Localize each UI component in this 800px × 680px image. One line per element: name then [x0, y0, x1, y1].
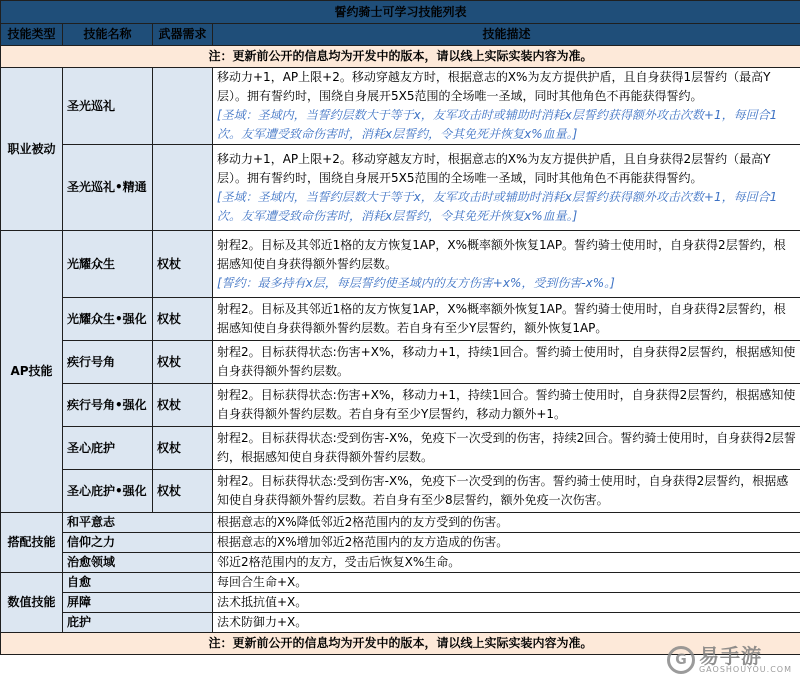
skill-desc: 法术抵抗值+X。 — [213, 593, 800, 613]
skill-name: 治愈领域 — [63, 553, 213, 573]
header-type: 技能类型 — [1, 24, 63, 46]
skill-name: 屏障 — [63, 593, 213, 613]
skill-desc-cell — [213, 341, 800, 384]
skill-desc-cell — [213, 231, 800, 298]
weapon-cell: 权杖 — [153, 427, 213, 470]
watermark-logo — [667, 646, 792, 674]
skill-extra: [圣域：圣域内，当誓约层数大于等于x，友军攻击时或辅助时消耗x层誓约获得额外攻击次数+1，每回合1次。友军遭受致命伤害时，消耗x层誓约，令其免死并恢复x%血量。] — [217, 108, 778, 141]
weapon-cell: 权杖 — [153, 341, 213, 384]
skill-desc: 射程2。目标获得状态:伤害+X%，移动力+1，持续1回合。誓约骑士使用时，自身获得2层誓约，根据感知使自身获得额外誓约层数。若自身有至少Y层誓约，移动力额外+1。 — [217, 388, 796, 421]
skill-name: 自愈 — [63, 573, 213, 593]
table-row — [1, 613, 800, 633]
skill-desc-cell — [213, 68, 800, 145]
note-row-top — [1, 46, 800, 68]
weapon-cell: 权杖 — [153, 231, 213, 298]
skill-desc: 邻近2格范围内的友方，受击后恢复X%生命。 — [213, 553, 800, 573]
skill-extra: [誓约：最多持有x层，每层誓约使圣域内的友方伤害+x%，受到伤害-x%。] — [217, 275, 615, 290]
table-row — [1, 341, 800, 384]
skill-name: 圣心庇护 — [63, 427, 153, 470]
category-cell: 搭配技能 — [1, 513, 63, 573]
table-row — [1, 513, 800, 533]
table-row — [1, 231, 800, 298]
header-weapon: 武器需求 — [153, 24, 213, 46]
skill-name: 光耀众生 — [63, 231, 153, 298]
skill-name: 圣心庇护•强化 — [63, 470, 153, 513]
table-row — [1, 533, 800, 553]
category-cell: AP技能 — [1, 231, 63, 513]
skill-desc: 射程2。目标及其邻近1格的友方恢复1AP，X%概率额外恢复1AP。誓约骑士使用时，自身获得2层誓约，根据感知使自身获得额外誓约层数。 — [217, 237, 786, 271]
category-cell: 职业被动 — [1, 68, 63, 231]
skill-desc: 射程2。目标获得状态:受到伤害-X%，免疫下一次受到的伤害。誓约骑士使用时，自身获得2层誓约，根据感知使自身获得额外誓约层数。若自身有至少8层誓约，额外免疫一次伤害。 — [217, 474, 789, 507]
table-row — [1, 145, 800, 231]
table-row — [1, 298, 800, 341]
skill-desc: 移动力+1，AP上限+2。移动穿越友方时，根据意志的X%为友方提供护盾，且自身获得1层誓约（最高Y层）。拥有誓约时，围绕自身展开5X5范围的全场唯一圣域，同时其他角色不再能获得誓约。 — [217, 70, 771, 103]
header-desc: 技能描述 — [213, 24, 800, 46]
weapon-cell: 权杖 — [153, 470, 213, 513]
page-title: 誓约骑士可学习技能列表 — [1, 1, 800, 24]
table-row — [1, 593, 800, 613]
skill-name: 和平意志 — [63, 513, 213, 533]
skill-desc-cell — [213, 470, 800, 513]
table-row — [1, 68, 800, 145]
skill-desc-cell — [213, 145, 800, 231]
table-row — [1, 573, 800, 593]
skill-desc: 法术防御力+X。 — [213, 613, 800, 633]
skill-desc: 移动力+1，AP上限+2。移动穿越友方时，根据意志的X%为友方提供护盾，且自身获得2层誓约（最高Y层）。拥有誓约时，围绕自身展开5X5范围的全场唯一圣域，同时其他角色不再能获得誓约。 — [217, 151, 771, 185]
skill-desc: 射程2。目标及其邻近1格的友方恢复1AP，X%概率额外恢复1AP。誓约骑士使用时，自身获得2层誓约，根据感知使自身获得额外誓约层数。若自身有至少Y层誓约，额外恢复1AP。 — [217, 302, 786, 335]
weapon-cell — [153, 145, 213, 231]
skill-name: 疾行号角 — [63, 341, 153, 384]
weapon-cell: 权杖 — [153, 384, 213, 427]
skill-desc: 根据意志的X%降低邻近2格范围内的友方受到的伤害。 — [213, 513, 800, 533]
skill-desc-cell — [213, 298, 800, 341]
category-cell: 数值技能 — [1, 573, 63, 633]
skill-desc-cell — [213, 384, 800, 427]
table-row — [1, 470, 800, 513]
logo-g-icon: G — [667, 646, 695, 674]
skill-desc: 射程2。目标获得状态:受到伤害-X%，免疫下一次受到的伤害，持续2回合。誓约骑士使用时，自身获得2层誓约，根据感知使自身获得额外誓约层数。 — [217, 431, 796, 464]
watermark-en: GAOSHOUYOU.COM — [698, 665, 792, 674]
skill-name: 庇护 — [63, 613, 213, 633]
skill-name: 圣光巡礼•精通 — [63, 145, 153, 231]
skill-extra: [圣域：圣域内，当誓约层数大于等于x，友军攻击时或辅助时消耗x层誓约获得额外攻击次数+1，每回合1次。友军遭受致命伤害时，消耗x层誓约，令其免死并恢复x%血量。] — [217, 189, 778, 223]
skill-name: 疾行号角•强化 — [63, 384, 153, 427]
skill-name: 信仰之力 — [63, 533, 213, 553]
skill-desc: 射程2。目标获得状态:伤害+X%，移动力+1，持续1回合。誓约骑士使用时，自身获得2层誓约，根据感知使自身获得额外誓约层数。 — [217, 345, 796, 378]
skill-name: 圣光巡礼 — [63, 68, 153, 145]
table-row — [1, 384, 800, 427]
disclaimer-note: 注：更新前公开的信息均为开发中的版本，请以线上实际实装内容为准。 — [1, 46, 800, 68]
table-row — [1, 553, 800, 573]
skill-name: 光耀众生•强化 — [63, 298, 153, 341]
disclaimer-note: 注：更新前公开的信息均为开发中的版本，请以线上实际实装内容为准。 — [1, 633, 800, 655]
watermark-cn: 易手游 — [698, 644, 762, 668]
skill-desc: 每回合生命+X。 — [213, 573, 800, 593]
table-row — [1, 427, 800, 470]
weapon-cell — [153, 68, 213, 145]
header-row — [1, 24, 800, 46]
header-name: 技能名称 — [63, 24, 153, 46]
weapon-cell: 权杖 — [153, 298, 213, 341]
title-row — [1, 1, 800, 24]
skill-desc: 根据意志的X%增加邻近2格范围内的友方造成的伤害。 — [213, 533, 800, 553]
skill-desc-cell — [213, 427, 800, 470]
